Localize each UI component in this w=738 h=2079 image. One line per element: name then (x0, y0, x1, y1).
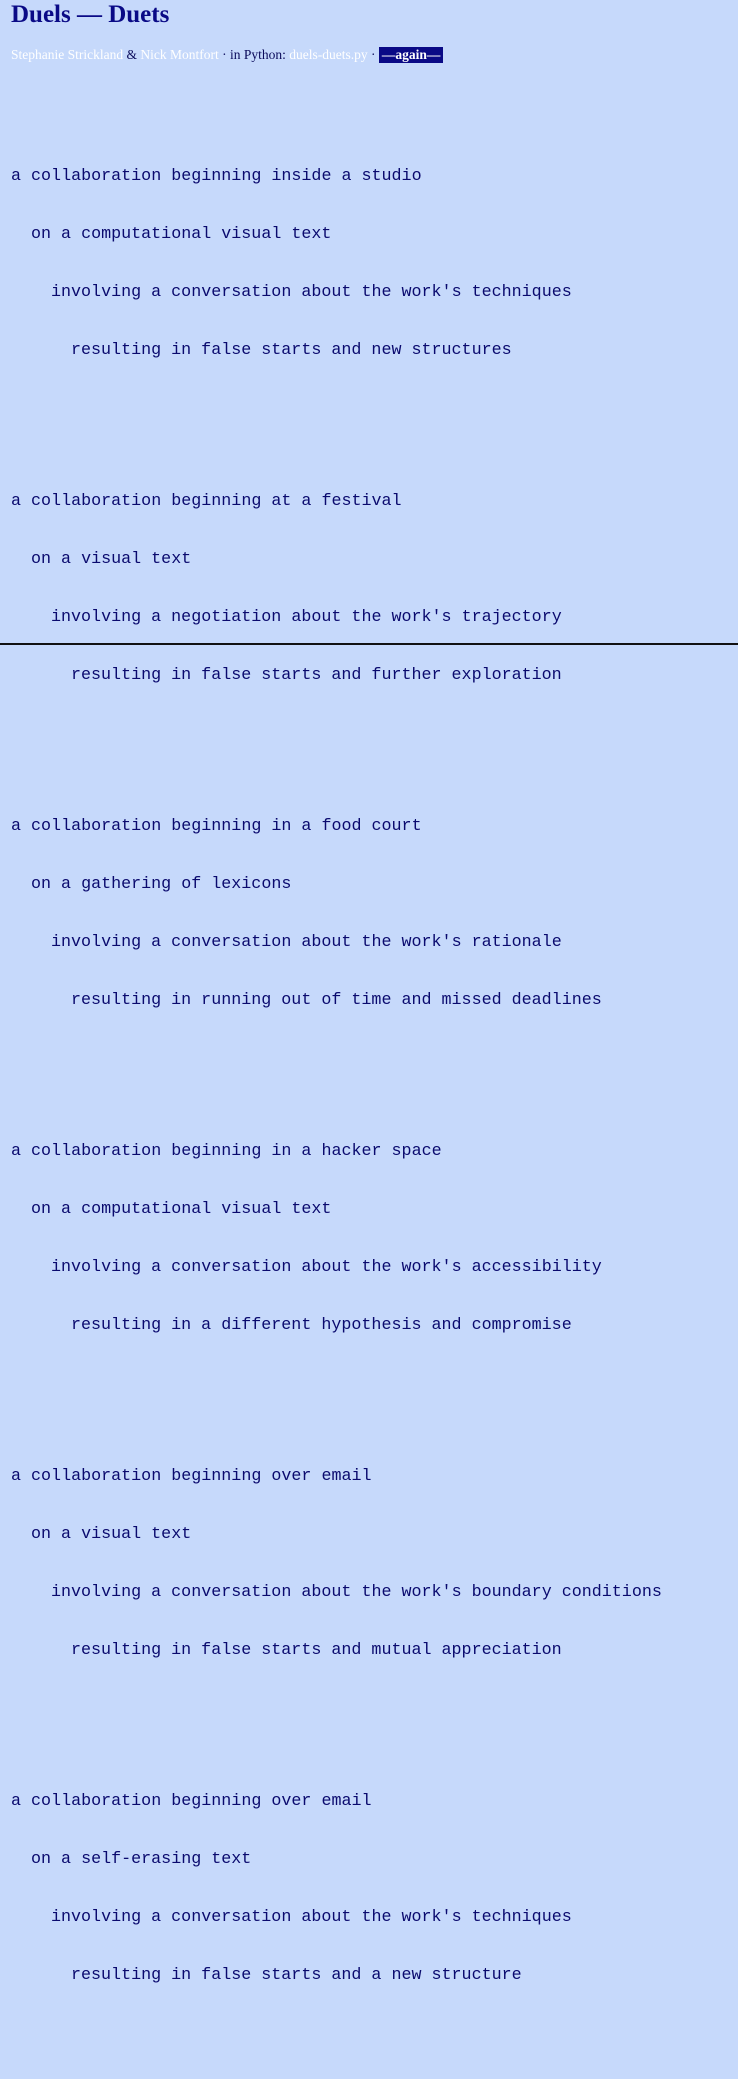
author-link-nick-montfort[interactable]: Nick Montfort (140, 47, 219, 62)
stanza-line-collaboration: a collaboration beginning in a food court (11, 817, 422, 836)
stanza-line-subject: on a computational visual text (31, 1200, 332, 1219)
window-bottom-edge (0, 643, 738, 645)
page-title: Duels — Duets (11, 1, 170, 28)
python-label: · in Python: (218, 47, 290, 62)
stanza (11, 1429, 662, 1699)
stanza-line-collaboration: a collaboration beginning in a hacker space (11, 1142, 442, 1161)
stanza-line-resulting: resulting in false starts and new structures (71, 341, 512, 360)
stanza (11, 779, 662, 1049)
stanza (11, 1754, 662, 2024)
stanza-line-involving: involving a conversation about the work's techniques (51, 1908, 572, 1927)
stanza (11, 129, 662, 399)
poem-output (11, 91, 662, 2079)
stanza-line-collaboration: a collaboration beginning over email (11, 1792, 372, 1811)
stanza (11, 1104, 662, 1374)
stanza (11, 454, 662, 724)
author-link-stephanie-strickland[interactable]: Stephanie Strickland (11, 47, 124, 62)
stanza-line-involving: involving a conversation about the work's rationale (51, 933, 562, 952)
stanza-line-involving: involving a conversation about the work's techniques (51, 283, 572, 302)
stanza-line-resulting: resulting in false starts and further exploration (71, 666, 562, 685)
stanza-line-involving: involving a negotiation about the work's trajectory (51, 608, 562, 627)
stanza-line-resulting: resulting in false starts and mutual appreciation (71, 1641, 562, 1660)
stanza-line-resulting: resulting in a different hypothesis and compromise (71, 1316, 572, 1335)
stanza-line-subject: on a visual text (31, 1525, 192, 1544)
stanza-line-involving: involving a conversation about the work's accessibility (51, 1258, 602, 1277)
source-file-link[interactable]: duels-duets.py (289, 47, 368, 62)
stanza-line-collaboration: a collaboration beginning at a festival (11, 492, 402, 511)
stanza-line-collaboration: a collaboration beginning inside a studio (11, 167, 422, 186)
stanza-line-subject: on a computational visual text (31, 225, 332, 244)
stanza-line-subject: on a gathering of lexicons (31, 875, 292, 894)
stanza-line-subject: on a visual text (31, 550, 192, 569)
ampersand-text: & (123, 47, 141, 62)
stanza-line-subject: on a self-erasing text (31, 1850, 252, 1869)
stanza-line-collaboration: a collaboration beginning over email (11, 1467, 372, 1486)
stanza-line-involving: involving a conversation about the work's boundary conditions (51, 1583, 662, 1602)
stanza-line-resulting: resulting in running out of time and missed deadlines (71, 991, 602, 1010)
stanza-line-resulting: resulting in false starts and a new structure (71, 1966, 522, 1985)
separator-dot: · (367, 47, 379, 62)
byline (11, 46, 443, 64)
again-button[interactable]: —again— (379, 47, 444, 63)
